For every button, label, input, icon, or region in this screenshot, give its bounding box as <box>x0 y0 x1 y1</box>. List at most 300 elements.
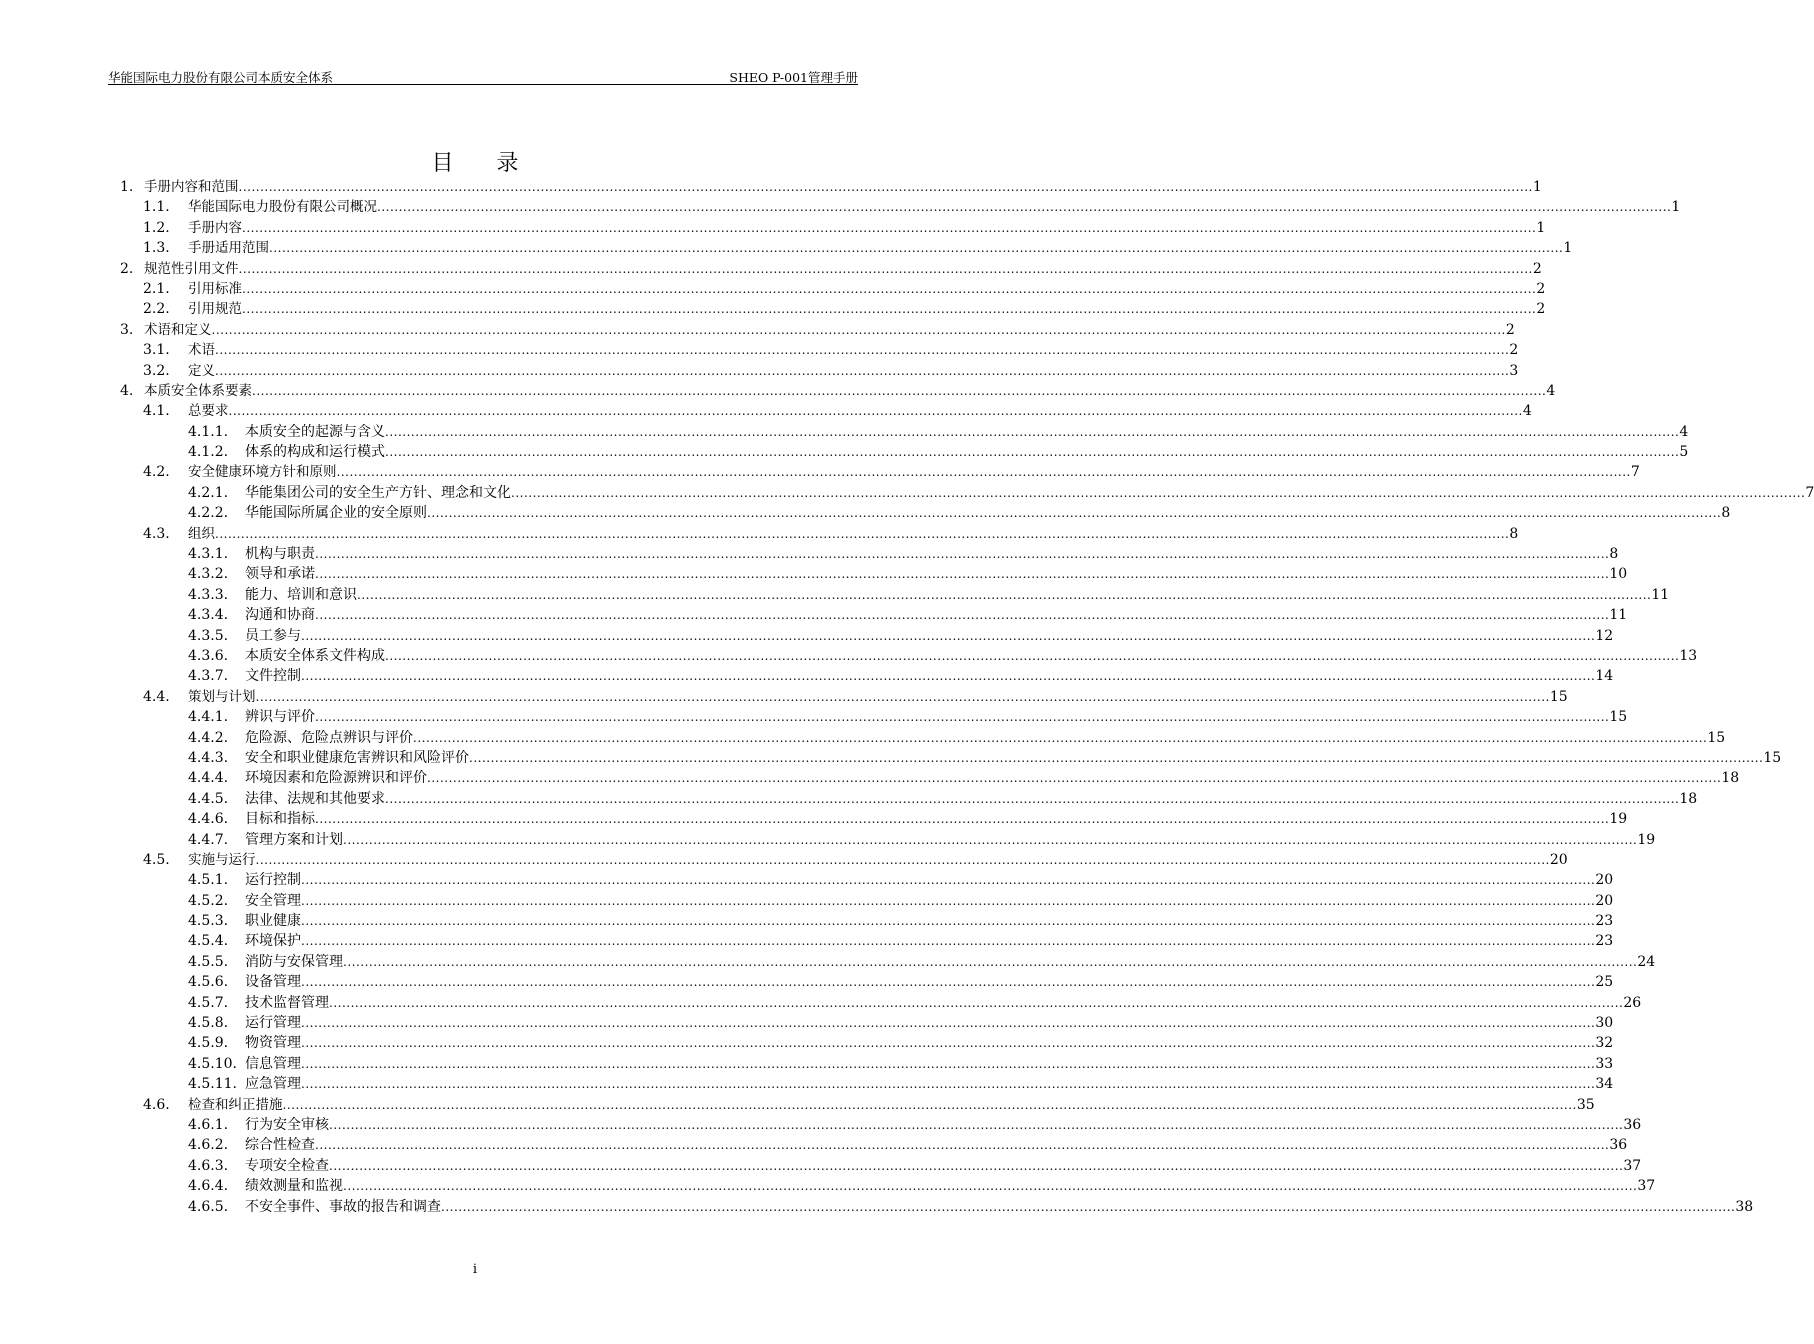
toc-entry-page: 3 <box>1509 362 1519 379</box>
toc-entry-number: 4.6.2. <box>188 1137 229 1154</box>
toc-entry-body <box>245 646 1698 666</box>
toc-entry[interactable] <box>0 564 1628 584</box>
toc-leader-dots: ............................................................................................................................................................................................................................................................................................................ <box>211 322 1506 337</box>
toc-entry-body <box>188 361 1519 381</box>
toc-entry-body <box>188 279 1546 299</box>
toc-entry-body <box>245 911 1614 931</box>
toc-entry[interactable] <box>0 830 1656 850</box>
toc-entry[interactable] <box>0 972 1614 992</box>
page-number: i <box>472 1262 478 1277</box>
toc-entry[interactable] <box>0 870 1614 890</box>
toc-entry[interactable] <box>0 1176 1656 1196</box>
toc-entry-label: 领导和承诺 <box>245 566 315 583</box>
toc-entry-body <box>245 1115 1642 1135</box>
toc-entry-page: 11 <box>1651 586 1670 603</box>
toc-entry-label: 运行控制 <box>245 872 301 889</box>
toc-entry-page: 10 <box>1609 566 1628 583</box>
toc-entry-body <box>188 462 1640 482</box>
toc-entry[interactable] <box>0 993 1642 1013</box>
toc-entry-label: 术语和定义 <box>144 321 212 338</box>
toc-entry-label: 行为安全审核 <box>245 1116 329 1133</box>
toc-entry-body <box>245 605 1628 625</box>
toc-leader-dots: ............................................................................................................................................................................................................................................................................................................ <box>511 485 1806 500</box>
toc-entry-number: 2.2. <box>143 301 170 318</box>
toc-entry-page: 4 <box>1679 423 1689 440</box>
toc-entry[interactable] <box>0 1197 1754 1217</box>
toc-entry-page: 20 <box>1595 872 1614 889</box>
toc-leader-dots: ............................................................................................................................................................................................................................................................................................................ <box>301 914 1596 929</box>
toc-entry[interactable] <box>0 768 1740 788</box>
toc-entry-label: 不安全事件、事故的报告和调查 <box>245 1198 441 1215</box>
toc-entry-label: 本质安全体系要素 <box>144 382 252 399</box>
toc-entry-body <box>245 626 1614 646</box>
toc-leader-dots: ............................................................................................................................................................................................................................................................................................................ <box>252 383 1547 398</box>
toc-entry-number: 3. <box>120 321 134 338</box>
toc-leader-dots: ............................................................................................................................................................................................................................................................................................................ <box>315 1138 1610 1153</box>
toc-entry-number: 4.4.2. <box>188 729 229 746</box>
toc-entry-body <box>245 544 1619 564</box>
toc-entry-label: 信息管理 <box>245 1055 301 1072</box>
toc-entry-number: 4.5.4. <box>188 933 229 950</box>
toc-entry-body <box>188 218 1546 238</box>
toc-leader-dots: ............................................................................................................................................................................................................................................................................................................ <box>385 424 1680 439</box>
toc-entry[interactable] <box>0 238 1573 258</box>
page-header <box>108 68 858 85</box>
toc-entry-number: 2. <box>120 260 134 277</box>
toc-leader-dots: ............................................................................................................................................................................................................................................................................................................ <box>238 180 1533 194</box>
toc-entry-body <box>188 238 1573 258</box>
toc-entry-label: 员工参与 <box>245 627 301 644</box>
toc-leader-dots: ............................................................................................................................................................................................................................................................................................................ <box>315 710 1610 725</box>
toc-entry-body <box>245 931 1614 951</box>
toc-entry-body <box>245 809 1628 829</box>
toc-entry-body <box>245 830 1656 850</box>
toc-entry-page: 37 <box>1637 1178 1656 1195</box>
toc-entry-body <box>144 177 1542 197</box>
toc-leader-dots: ............................................................................................................................................................................................................................................................................................................ <box>469 750 1764 765</box>
toc-entry[interactable] <box>0 361 1519 381</box>
toc-entry-number: 4.4.3. <box>188 749 229 766</box>
toc-leader-dots: ............................................................................................................................................................................................................................................................................................................ <box>315 567 1610 582</box>
toc-entry-body <box>245 585 1670 605</box>
toc-entry-number: 4.5.1. <box>188 872 229 889</box>
toc-entry-label: 本质安全的起源与含义 <box>245 423 385 440</box>
toc-entry-number: 4.5.10. <box>188 1055 237 1072</box>
toc-leader-dots: ............................................................................................................................................................................................................................................................................................................ <box>215 526 1510 541</box>
toc-entry-page: 32 <box>1595 1035 1614 1052</box>
toc-leader-dots: ............................................................................................................................................................................................................................................................................................................ <box>215 363 1510 378</box>
toc-entry-label: 环境保护 <box>245 933 301 950</box>
toc-title: 目 录 <box>431 151 537 176</box>
toc-leader-dots: ............................................................................................................................................................................................................................................................................................................ <box>336 465 1631 480</box>
toc-entry[interactable] <box>0 177 1542 197</box>
toc-entry-page: 11 <box>1609 607 1628 624</box>
toc-entry-label: 体系的构成和运行模式 <box>245 444 385 461</box>
toc-entry-label: 安全和职业健康危害辨识和风险评价 <box>245 749 469 766</box>
toc-entry-page: 14 <box>1595 668 1614 685</box>
toc-leader-dots: ............................................................................................................................................................................................................................................................................................................ <box>228 404 1523 419</box>
toc-entry-number: 4.5. <box>143 851 170 868</box>
toc-entry-label: 消防与安保管理 <box>245 953 343 970</box>
toc-leader-dots: ............................................................................................................................................................................................................................................................................................................ <box>301 1036 1596 1051</box>
toc-entry[interactable] <box>0 850 1568 870</box>
toc-entry[interactable] <box>0 1115 1642 1135</box>
toc-entry-label: 手册适用范围 <box>188 240 269 257</box>
toc-entry[interactable] <box>0 422 1689 442</box>
toc-entry-label: 绩效测量和监视 <box>245 1178 343 1195</box>
toc-entry-body <box>188 687 1568 707</box>
toc-entry[interactable] <box>0 381 1556 401</box>
toc-entry[interactable] <box>0 503 1731 523</box>
toc-entry-page: 20 <box>1549 851 1568 868</box>
toc-entry-body <box>245 748 1782 768</box>
toc-entry-body <box>245 972 1614 992</box>
toc-entry[interactable] <box>0 544 1619 564</box>
toc-entry-number: 4.5.11. <box>188 1076 237 1093</box>
toc-entry-page: 2 <box>1536 301 1546 318</box>
toc-entry-number: 4.4. <box>143 688 170 705</box>
toc-entry-page: 20 <box>1595 892 1614 909</box>
toc-entry-label: 能力、培训和意识 <box>245 586 357 603</box>
toc-leader-dots: ............................................................................................................................................................................................................................................................................................................ <box>315 547 1610 562</box>
toc-entry-page: 34 <box>1595 1076 1614 1093</box>
toc-entry-label: 法律、法规和其他要求 <box>245 790 385 807</box>
toc-entry-label: 华能国际电力股份有限公司概况 <box>188 199 377 216</box>
toc-entry-page: 25 <box>1595 974 1614 991</box>
toc-entry-page: 2 <box>1532 260 1542 277</box>
toc-entry-page: 30 <box>1595 1015 1614 1032</box>
toc-entry-page: 38 <box>1735 1198 1754 1215</box>
toc-entry-label: 应急管理 <box>245 1076 301 1093</box>
toc-entry-page: 8 <box>1609 546 1619 563</box>
toc-entry-page: 15 <box>1763 749 1782 766</box>
toc-entry-body <box>245 1156 1642 1176</box>
toc-entry-label: 定义 <box>188 362 215 379</box>
toc-entry-label: 华能国际所属企业的安全原则 <box>245 505 427 522</box>
toc-entry-label: 专项安全检查 <box>245 1157 329 1174</box>
toc-entry-page: 1 <box>1532 179 1542 195</box>
toc-entry[interactable] <box>0 809 1628 829</box>
toc-entry-number: 4.5.7. <box>188 994 229 1011</box>
toc-entry[interactable] <box>0 585 1670 605</box>
toc-entry-label: 术语 <box>188 342 215 359</box>
toc-entry-page: 33 <box>1595 1055 1614 1072</box>
toc-entry-page: 23 <box>1595 913 1614 930</box>
toc-entry-body <box>245 728 1726 748</box>
toc-entry[interactable] <box>0 605 1628 625</box>
toc-entry-body <box>245 1074 1614 1094</box>
toc-entry[interactable] <box>0 687 1568 707</box>
toc-entry-label: 沟通和协商 <box>245 607 315 624</box>
toc-entry-number: 4.3.1. <box>188 546 229 563</box>
toc-entry-number: 4.2. <box>143 464 170 481</box>
toc-entry-body <box>245 442 1689 462</box>
toc-entry-label: 策划与计划 <box>188 688 256 705</box>
toc-entry-body <box>245 993 1642 1013</box>
toc-entry[interactable] <box>0 442 1689 462</box>
toc-entry-page: 15 <box>1549 688 1568 705</box>
toc-entry-page: 2 <box>1536 280 1546 297</box>
toc-entry[interactable] <box>0 320 1515 340</box>
toc-entry[interactable] <box>0 748 1782 768</box>
toc-leader-dots: ............................................................................................................................................................................................................................................................................................................ <box>301 934 1596 949</box>
toc-entry-number: 4.5.9. <box>188 1035 229 1052</box>
toc-entry-body <box>245 1135 1628 1155</box>
toc-entry[interactable] <box>0 218 1546 238</box>
toc-entry-page: 19 <box>1637 831 1656 848</box>
toc-entry-body <box>245 422 1689 442</box>
toc-entry-number: 4.6.1. <box>188 1116 229 1133</box>
toc-entry-label: 文件控制 <box>245 668 301 685</box>
toc-entry-label: 引用规范 <box>188 301 242 318</box>
toc-entry-number: 4.5.2. <box>188 892 229 909</box>
toc-entry-number: 4.2.1. <box>188 484 229 501</box>
toc-entry[interactable] <box>0 646 1698 666</box>
toc-entry[interactable] <box>0 789 1698 809</box>
toc-entry-body <box>144 381 1556 401</box>
toc-entry-label: 实施与运行 <box>188 851 256 868</box>
toc-entry-number: 4.5.5. <box>188 953 229 970</box>
toc-entry-label: 安全健康环境方针和原则 <box>188 464 337 481</box>
table-of-contents <box>0 177 1814 1217</box>
toc-leader-dots: ............................................................................................................................................................................................................................................................................................................ <box>329 1158 1624 1173</box>
toc-entry[interactable] <box>0 1013 1614 1033</box>
toc-entry[interactable] <box>0 952 1656 972</box>
toc-entry-page: 4 <box>1546 382 1556 399</box>
toc-entry-page: 37 <box>1623 1157 1642 1174</box>
toc-entry-number: 4.2.2. <box>188 505 229 522</box>
toc-leader-dots: ............................................................................................................................................................................................................................................................................................................ <box>413 730 1708 745</box>
toc-entry-page: 18 <box>1679 790 1698 807</box>
toc-entry-body <box>245 707 1628 727</box>
toc-entry[interactable] <box>0 279 1546 299</box>
toc-leader-dots: ............................................................................................................................................................................................................................................................................................................ <box>343 954 1638 969</box>
toc-entry-number: 4.3.7. <box>188 668 229 685</box>
toc-entry-page: 13 <box>1679 647 1698 664</box>
toc-entry-page: 23 <box>1595 933 1614 950</box>
toc-entry-label: 安全管理 <box>245 892 301 909</box>
toc-entry-page: 1 <box>1671 199 1681 216</box>
toc-entry-number: 1. <box>120 179 134 195</box>
toc-entry[interactable] <box>0 483 1814 503</box>
toc-entry[interactable] <box>0 299 1546 319</box>
toc-entry-label: 辨识与评价 <box>245 709 315 726</box>
toc-entry-page: 1 <box>1536 219 1546 236</box>
toc-entry-label: 本质安全体系文件构成 <box>245 647 385 664</box>
toc-entry[interactable] <box>0 1054 1614 1074</box>
toc-leader-dots: ............................................................................................................................................................................................................................................................................................................ <box>282 1097 1577 1112</box>
toc-entry[interactable] <box>0 340 1519 360</box>
toc-entry-number: 4.3.4. <box>188 607 229 624</box>
toc-entry-label: 运行管理 <box>245 1015 301 1032</box>
toc-entry-body <box>245 870 1614 890</box>
toc-entry-number: 4.6. <box>143 1096 170 1113</box>
toc-entry-page: 5 <box>1679 444 1689 461</box>
toc-entry-number: 4.6.4. <box>188 1178 229 1195</box>
toc-entry[interactable] <box>0 259 1542 279</box>
toc-entry[interactable] <box>0 1033 1614 1053</box>
toc-entry-label: 总要求 <box>188 403 229 420</box>
toc-leader-dots: ............................................................................................................................................................................................................................................................................................................ <box>215 343 1510 358</box>
toc-leader-dots: ............................................................................................................................................................................................................................................................................................................ <box>242 302 1537 317</box>
toc-entry-label: 检查和纠正措施 <box>188 1096 283 1113</box>
toc-entry-body <box>188 524 1519 544</box>
toc-leader-dots: ............................................................................................................................................................................................................................................................................................................ <box>301 1016 1596 1031</box>
toc-leader-dots: ............................................................................................................................................................................................................................................................................................................ <box>301 873 1596 888</box>
toc-leader-dots: ............................................................................................................................................................................................................................................................................................................ <box>301 1077 1596 1092</box>
toc-entry-number: 4.4.4. <box>188 770 229 787</box>
toc-entry[interactable] <box>0 401 1532 421</box>
toc-entry-page: 24 <box>1637 953 1656 970</box>
toc-entry-number: 1.3. <box>143 240 170 257</box>
toc-entry[interactable] <box>0 666 1614 686</box>
toc-entry-body <box>245 789 1698 809</box>
toc-leader-dots: ............................................................................................................................................................................................................................................................................................................ <box>385 648 1680 663</box>
toc-entry-number: 4.5.8. <box>188 1015 229 1032</box>
toc-entry-label: 组织 <box>188 525 215 542</box>
toc-entry-number: 4.1.2. <box>188 444 229 461</box>
toc-entry[interactable] <box>0 931 1614 951</box>
toc-entry-number: 4.3.6. <box>188 647 229 664</box>
toc-entry[interactable] <box>0 911 1614 931</box>
toc-entry-number: 4. <box>120 382 134 399</box>
toc-entry-page: 26 <box>1623 994 1642 1011</box>
toc-entry[interactable] <box>0 524 1519 544</box>
toc-entry[interactable] <box>0 1156 1642 1176</box>
toc-leader-dots: ............................................................................................................................................................................................................................................................................................................ <box>441 1199 1736 1214</box>
toc-entry-page: 19 <box>1609 811 1628 828</box>
toc-entry-page: 15 <box>1707 729 1726 746</box>
toc-leader-dots: ............................................................................................................................................................................................................................................................................................................ <box>427 506 1722 521</box>
toc-entry-page: 35 <box>1576 1096 1595 1113</box>
toc-entry-number: 4.5.6. <box>188 974 229 991</box>
toc-entry-body <box>245 666 1614 686</box>
toc-entry-label: 华能集团公司的安全生产方针、理念和文化 <box>245 484 511 501</box>
toc-leader-dots: ............................................................................................................................................................................................................................................................................................................ <box>301 1056 1596 1071</box>
toc-leader-dots: ............................................................................................................................................................................................................................................................................................................ <box>343 1179 1638 1194</box>
toc-entry-body <box>245 503 1731 523</box>
toc-entry-page: 7 <box>1805 484 1814 501</box>
toc-entry-label: 设备管理 <box>245 974 301 991</box>
toc-entry-body <box>188 340 1519 360</box>
toc-entry-page: 2 <box>1509 342 1519 359</box>
toc-entry-number: 3.2. <box>143 362 170 379</box>
toc-entry-body <box>245 1054 1614 1074</box>
toc-leader-dots: ............................................................................................................................................................................................................................................................................................................ <box>301 669 1596 684</box>
toc-entry-label: 手册内容和范围 <box>144 179 239 195</box>
toc-entry-number: 3.1. <box>143 342 170 359</box>
toc-leader-dots: ............................................................................................................................................................................................................................................................................................................ <box>315 812 1610 827</box>
toc-entry-body <box>245 1176 1656 1196</box>
toc-entry-page: 4 <box>1522 403 1532 420</box>
toc-entry-label: 危险源、危险点辨识与评价 <box>245 729 413 746</box>
toc-entry[interactable] <box>0 197 1681 217</box>
toc-leader-dots: ............................................................................................................................................................................................................................................................................................................ <box>269 241 1564 256</box>
toc-entry-body <box>245 1197 1754 1217</box>
toc-entry-page: 7 <box>1630 464 1640 481</box>
toc-entry-label: 综合性检查 <box>245 1137 315 1154</box>
toc-entry-page: 15 <box>1609 709 1628 726</box>
toc-leader-dots: ............................................................................................................................................................................................................................................................................................................ <box>242 281 1537 296</box>
toc-leader-dots: ............................................................................................................................................................................................................................................................................................................ <box>301 975 1596 990</box>
toc-entry-number: 4.3.5. <box>188 627 229 644</box>
toc-entry-label: 技术监督管理 <box>245 994 329 1011</box>
toc-leader-dots: ............................................................................................................................................................................................................................................................................................................ <box>238 261 1533 276</box>
toc-leader-dots: ............................................................................................................................................................................................................................................................................................................ <box>301 628 1596 643</box>
toc-leader-dots: ............................................................................................................................................................................................................................................................................................................ <box>255 689 1550 704</box>
toc-entry-number: 4.6.3. <box>188 1157 229 1174</box>
toc-leader-dots: ............................................................................................................................................................................................................................................................................................................ <box>343 832 1638 847</box>
toc-entry[interactable] <box>0 1095 1595 1115</box>
toc-entry-body <box>188 299 1546 319</box>
toc-entry[interactable] <box>0 1074 1614 1094</box>
toc-leader-dots: ............................................................................................................................................................................................................................................................................................................ <box>242 220 1537 235</box>
toc-entry-body <box>245 1033 1614 1053</box>
toc-entry-number: 4.6.5. <box>188 1198 229 1215</box>
toc-leader-dots: ............................................................................................................................................................................................................................................................................................................ <box>357 587 1652 602</box>
toc-entry-page: 1 <box>1563 240 1573 257</box>
toc-entry-number: 4.3. <box>143 525 170 542</box>
toc-entry-number: 1.2. <box>143 219 170 236</box>
toc-entry-label: 引用标准 <box>188 280 242 297</box>
toc-entry-number: 4.4.1. <box>188 709 229 726</box>
toc-entry[interactable] <box>0 626 1614 646</box>
toc-entry-body <box>245 483 1814 503</box>
toc-entry-body <box>245 952 1656 972</box>
toc-leader-dots: ............................................................................................................................................................................................................................................................................................................ <box>329 1117 1624 1132</box>
toc-entry[interactable] <box>0 1135 1628 1155</box>
toc-entry-body <box>188 401 1532 421</box>
toc-entry-number: 4.3.2. <box>188 566 229 583</box>
toc-entry-label: 物资管理 <box>245 1035 301 1052</box>
toc-entry-number: 4.4.5. <box>188 790 229 807</box>
toc-entry-number: 2.1. <box>143 280 170 297</box>
toc-entry-number: 4.1. <box>143 403 170 420</box>
toc-entry-body <box>144 320 1515 340</box>
toc-entry-body <box>188 850 1568 870</box>
toc-entry-page: 8 <box>1721 505 1731 522</box>
toc-entry-label: 机构与职责 <box>245 546 315 563</box>
header-company-name: 华能国际电力股份有限公司本质安全体系 <box>108 70 334 85</box>
toc-entry-number: 4.3.3. <box>188 586 229 603</box>
toc-entry-label: 管理方案和计划 <box>245 831 343 848</box>
toc-entry-body <box>245 891 1614 911</box>
toc-entry[interactable] <box>0 728 1726 748</box>
toc-entry-body <box>144 259 1542 279</box>
toc-entry-number: 4.4.6. <box>188 811 229 828</box>
toc-entry-body <box>188 197 1681 217</box>
toc-entry-body <box>245 768 1740 788</box>
toc-entry[interactable] <box>0 462 1640 482</box>
toc-entry-number: 1.1. <box>143 199 170 216</box>
toc-leader-dots: ............................................................................................................................................................................................................................................................................................................ <box>385 445 1680 460</box>
toc-entry[interactable] <box>0 891 1614 911</box>
toc-entry-body <box>245 1013 1614 1033</box>
toc-entry-label: 职业健康 <box>245 913 301 930</box>
toc-leader-dots: ............................................................................................................................................................................................................................................................................................................ <box>385 791 1680 806</box>
toc-leader-dots: ............................................................................................................................................................................................................................................................................................................ <box>315 608 1610 623</box>
toc-entry-page: 12 <box>1595 627 1614 644</box>
toc-leader-dots: ............................................................................................................................................................................................................................................................................................................ <box>255 852 1550 867</box>
toc-entry-page: 8 <box>1509 525 1519 542</box>
toc-entry-page: 18 <box>1721 770 1740 787</box>
toc-leader-dots: ............................................................................................................................................................................................................................................................................................................ <box>329 995 1624 1010</box>
toc-entry-number: 4.4.7. <box>188 831 229 848</box>
toc-entry[interactable] <box>0 707 1628 727</box>
toc-entry-number: 4.5.3. <box>188 913 229 930</box>
toc-entry-label: 规范性引用文件 <box>144 260 239 277</box>
toc-entry-label: 环境因素和危险源辨识和评价 <box>245 770 427 787</box>
